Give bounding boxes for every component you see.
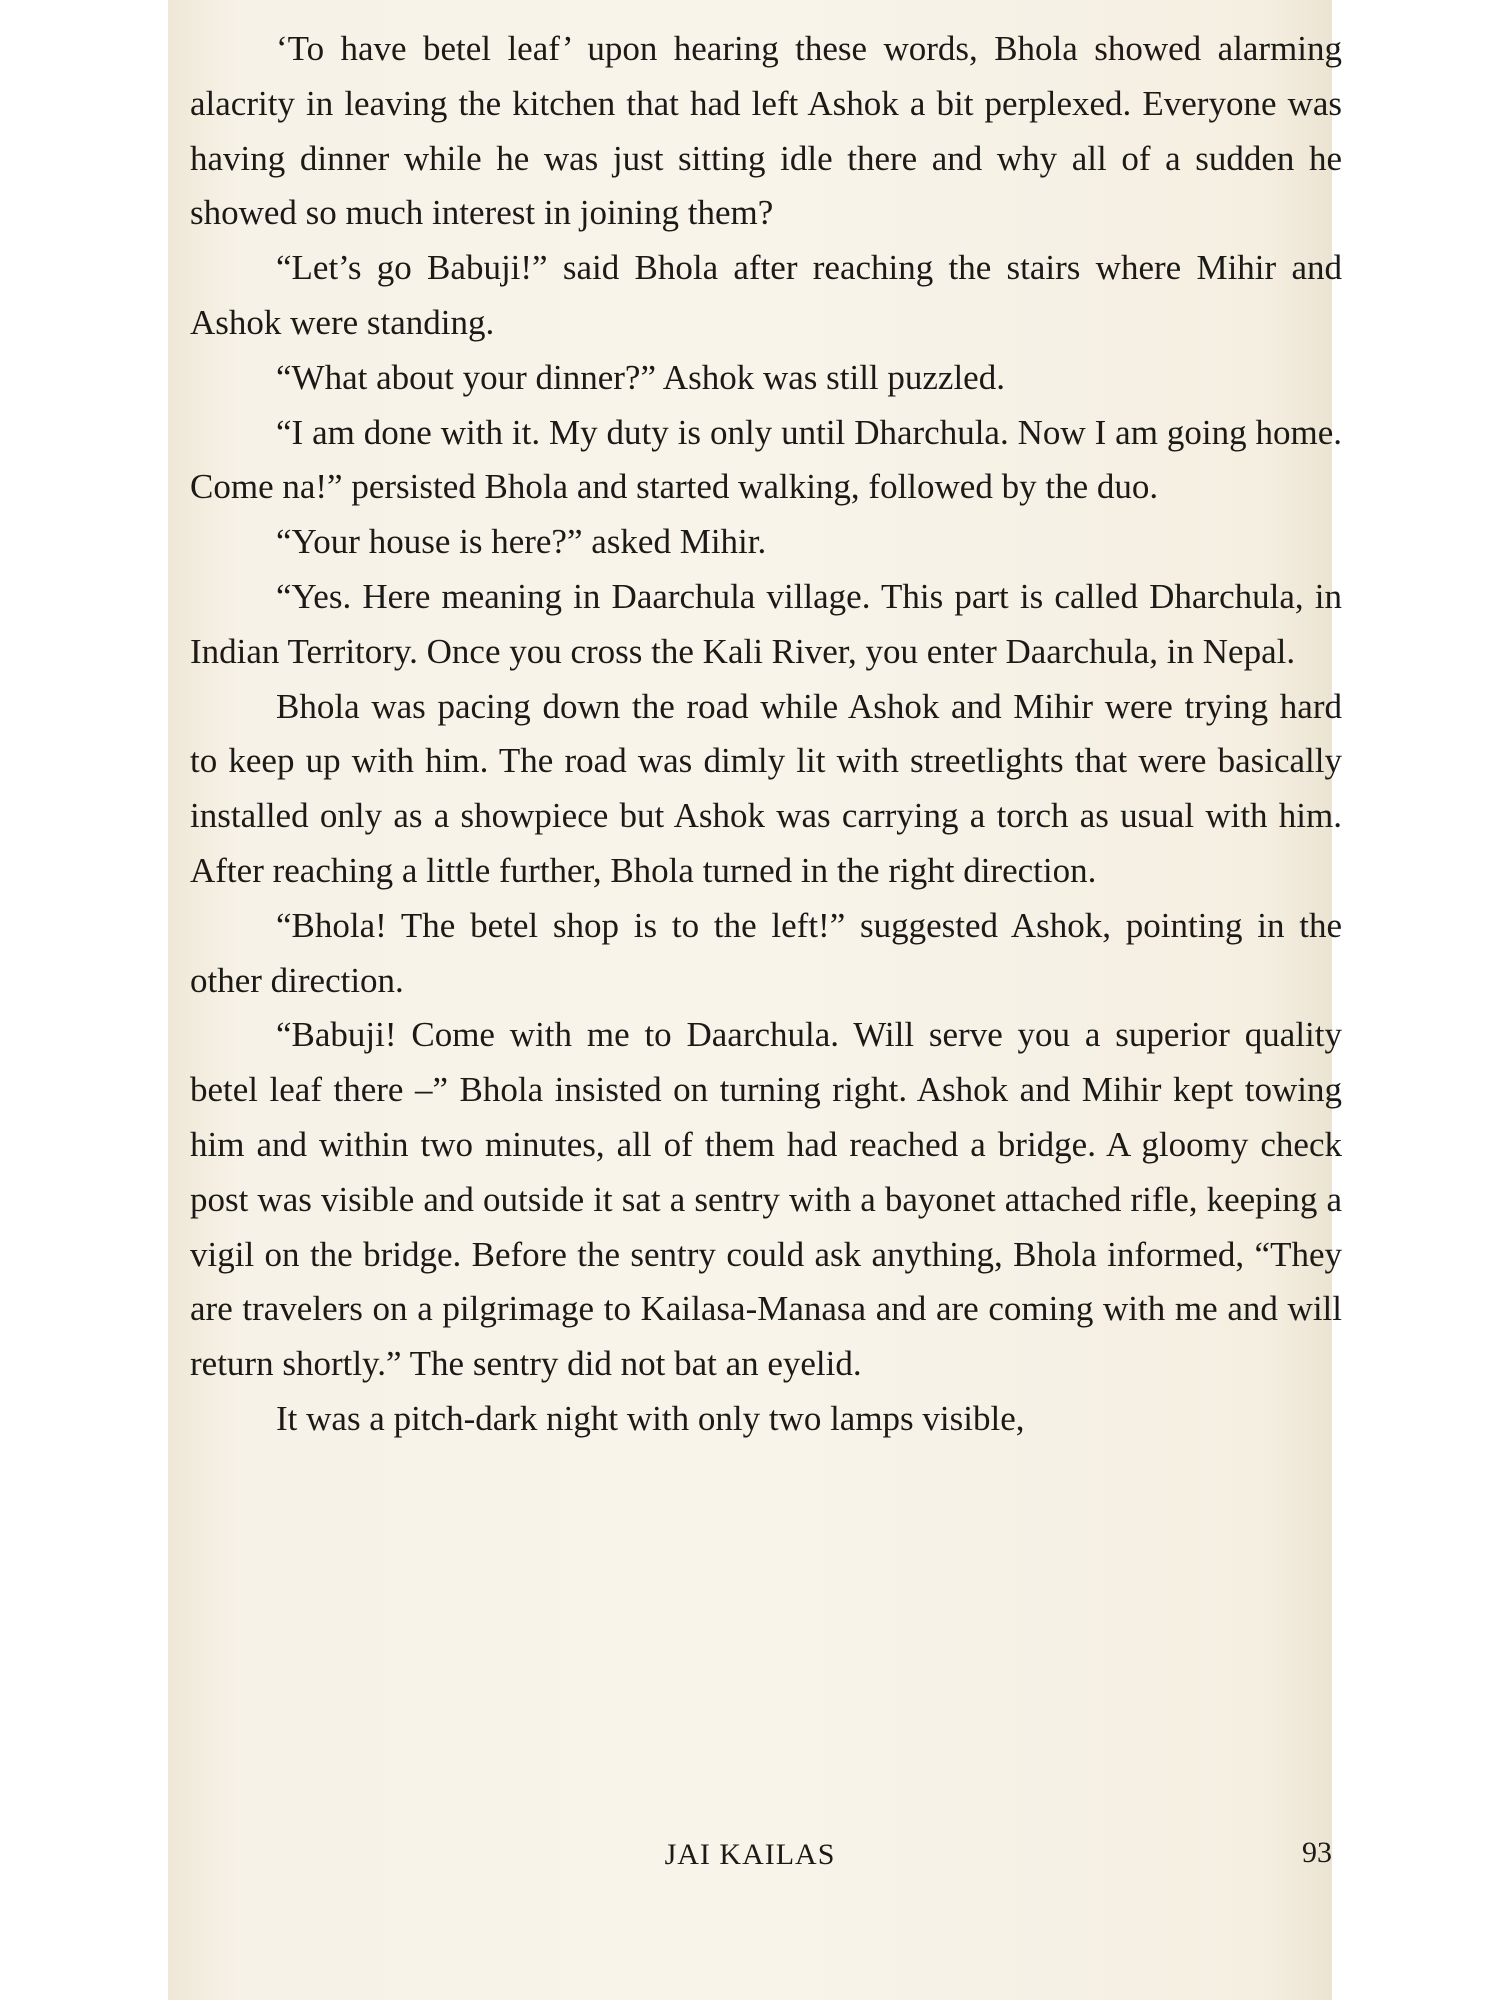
- paragraph: “What about your dinner?” Ashok was still puzzled.: [276, 357, 1005, 397]
- paragraph: Bhola was pacing down the road while Ashok and Mihir were trying hard to keep up with him. The road was dimly lit with streetlights that were basically installed only as a showpiece but Ashok was carrying a torch as usual with him. After reaching a little further, Bhola turned in the right direction.: [190, 686, 1342, 890]
- paragraph: “Babuji! Come with me to Daarchula. Will serve you a superior quality betel leaf there –” Bhola insisted on turning right. Ashok and Mihir kept towing him and within two minutes, all of them had reached a bridge. A gloomy check post was visible and outside it sat a sentry with a bayonet attached rifle, keeping a vigil on the bridge. Before the sentry could ask anything, Bhola informed, “They are travelers on a pilgrimage to Kailasa-Manasa and are coming with me and will return shortly.” The sentry did not bat an eyelid.: [190, 1015, 1342, 1384]
- body-text: [190, 22, 1342, 1447]
- book-page: [168, 0, 1342, 2000]
- paragraph: “Bhola! The betel shop is to the left!” suggested Ashok, pointing in the other direction.: [190, 905, 1342, 1000]
- paragraph: “Yes. Here meaning in Daarchula village. This part is called Dharchula, in Indian Territory. Once you cross the Kali River, you enter Daarchula, in Nepal.: [190, 576, 1342, 671]
- page-number: 93: [1302, 1836, 1332, 1869]
- paragraph: ‘To have betel leaf’ upon hearing these words, Bhola showed alarming alacrity in leaving the kitchen that had left Ashok a bit perplexed. Everyone was having dinner while he was just sitting idle there and why all of a sudden he showed so much interest in joining them?: [190, 29, 1342, 233]
- running-footer-title: JAI KAILAS: [664, 1838, 836, 1871]
- paragraph: “Your house is here?” asked Mihir.: [276, 522, 767, 562]
- paragraph: “Let’s go Babuji!” said Bhola after reaching the stairs where Mihir and Ashok were standing.: [190, 248, 1342, 342]
- paragraph: It was a pitch-dark night with only two lamps visible,: [276, 1398, 1025, 1438]
- paragraph: “I am done with it. My duty is only until Dharchula. Now I am going home. Come na!” persisted Bhola and started walking, followed by the duo.: [190, 412, 1342, 507]
